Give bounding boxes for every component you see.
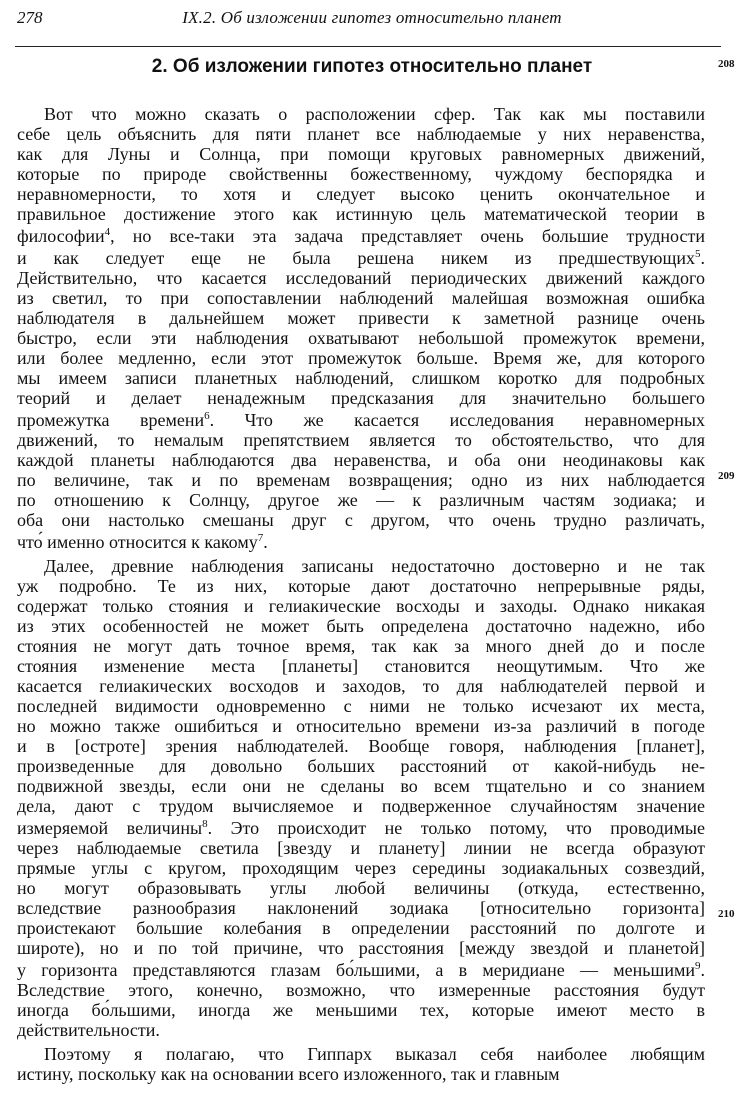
text-line (17, 104, 705, 124)
line-text: произведенные для довольно больших расстояний от какой-нибудь не- (17, 756, 705, 776)
line-text: уж подробно. Те из них, которые дают достаточно непрерывные ряды, (17, 576, 705, 596)
text-line (17, 288, 705, 308)
text-line (17, 858, 705, 878)
line-text: последней видимости одновременно с ними не только исчезают их места, (17, 696, 705, 716)
line-text: Действительно, что касается исследований периодических движений каждого (17, 268, 705, 288)
text-line (17, 164, 705, 184)
text-line (17, 144, 705, 164)
paragraph (17, 104, 705, 552)
line-text: правильное достижение этого как истинную цель математической теории в (17, 204, 705, 224)
text-line (17, 184, 705, 204)
running-head: IX.2. Об изложении гипотез относительно планет (182, 8, 562, 27)
text-line (17, 510, 705, 530)
text-line (17, 470, 705, 490)
line-text: мы имеем записи планетных наблюдений, слишком коротко для подробных (17, 368, 705, 388)
margin-number: 209 (718, 470, 735, 482)
line-text: наблюдателя в дальнейшем может привести к заметной разнице очень (17, 308, 705, 328)
line-text: которые по природе свойственны божественному, чуждому беспорядка и (17, 164, 705, 184)
text-line (17, 388, 705, 408)
line-text: из светил, то при сопоставлении наблюдений малейшая возможная ошибка (17, 288, 705, 308)
page-number: 278 (17, 8, 43, 27)
text-line (17, 308, 705, 328)
text-line (17, 756, 705, 776)
line-text: через наблюдаемые светила [звезду и планету] линии не всегда образуют (17, 838, 705, 858)
section-title: 2. Об изложении гипотез относительно планет (151, 56, 593, 77)
text-line (17, 796, 705, 816)
body-text (17, 104, 705, 1088)
line-text: . (263, 532, 268, 552)
margin-number: 210 (718, 908, 735, 920)
text-line (17, 616, 705, 636)
line-text: каждой планеты наблюдаются два неравенства, и оба они неодинаковы как (17, 450, 705, 470)
line-text: проистекают большие колебания в определении расстояний по долготе и (17, 918, 705, 938)
paragraph (17, 556, 705, 1040)
line-text: теорий и делает ненадежным предсказания для значительно большего (17, 388, 705, 408)
footnote-ref[interactable]: 8 (202, 818, 208, 830)
text-line (17, 226, 705, 246)
text-line (17, 348, 705, 368)
line-text: подвижной звезды, если они не сделаны во всем тщательно и со знанием (17, 776, 705, 796)
header-rule (15, 46, 721, 47)
line-text: но можно также ошибиться и относительно времени из-за различий в погоде (17, 716, 705, 736)
line-text: себе цель объяснить для пяти планет все наблюдаемые у них неравенства, (17, 124, 705, 144)
text-line (17, 776, 705, 796)
line-text: по отношению к Солнцу, другое же — к различным частям зодиака; и (17, 490, 705, 510)
margin-number: 208 (718, 58, 735, 70)
text-line (17, 430, 705, 450)
line-text: как для Луны и Солнца, при помощи круговых равномерных движений, (17, 144, 705, 164)
text-line (17, 878, 705, 898)
text-line (17, 676, 705, 696)
footnote-ref[interactable]: 4 (104, 226, 111, 238)
text-line (17, 204, 705, 224)
line-text: по величине, так и по временам возвращения; одно из них наблюдается (17, 470, 705, 490)
line-text: стояния изменение места [планеты] становится неощутимым. Что же (17, 656, 705, 676)
line-text: действительности. (17, 1020, 160, 1040)
line-text: что́ именно относится к какому (17, 532, 258, 552)
line-text: иногда бо́льшими, иногда же меньшими тех, которые имеют место в (17, 1000, 705, 1020)
footnote-ref[interactable]: 6 (204, 410, 210, 422)
line-text: прямые углы с кругом, проходящим через середины зодиакальных созвездий, (17, 858, 705, 878)
text-line (17, 490, 705, 510)
line-text: измеряемой величины (17, 818, 203, 838)
footnote-ref[interactable]: 5 (695, 248, 701, 260)
text-line (17, 656, 705, 676)
text-line (17, 410, 705, 430)
text-line (17, 1020, 705, 1040)
line-text: или более медленно, если этот промежуток больше. Время же, для которого (17, 348, 705, 368)
text-line (17, 818, 705, 838)
paragraph (17, 1044, 705, 1084)
text-line (17, 124, 705, 144)
text-line (17, 1044, 705, 1064)
text-line (17, 918, 705, 938)
line-text: касается гелиакических восходов и заходов, то для наблюдателей первой и (17, 676, 705, 696)
text-line (17, 576, 705, 596)
text-line (17, 248, 705, 268)
text-line (17, 328, 705, 348)
line-text: содержат только стояния и гелиакические восходы и заходы. Однако никакая (17, 596, 705, 616)
text-line (17, 980, 705, 1000)
line-text: . (700, 960, 705, 980)
text-line (17, 556, 705, 576)
text-line (17, 716, 705, 736)
line-text: Вследствие этого, конечно, возможно, что измеренные расстояния будут (17, 980, 705, 1000)
text-line (17, 736, 705, 756)
line-text: Поэтому я полагаю, что Гиппарх выказал себя наиболее любящим (44, 1044, 705, 1064)
line-text: , но все-таки эта задача представляет очень большие трудности (110, 226, 705, 246)
text-line (17, 938, 705, 958)
line-text: . Что же касается исследования неравномерных (209, 410, 705, 430)
line-text: оба они настолько смешаны друг с другом, что очень трудно различать, (17, 510, 705, 530)
line-text: Вот что можно сказать о расположении сфер. Так как мы поставили (44, 104, 705, 124)
text-line (17, 596, 705, 616)
line-text: и в [остроте] зрения наблюдателей. Вообще говоря, наблюдения [планет], (17, 736, 705, 756)
line-text: быстро, если эти наблюдения охватывают небольшой промежуток времени, (17, 328, 705, 348)
text-line (17, 368, 705, 388)
line-text: дела, дают с трудом вычисляемое и подверженное случайностям значение (17, 796, 705, 816)
text-line (17, 450, 705, 470)
line-text: и как следует еще не была решена никем из предшествующих (17, 248, 695, 268)
line-text: движений, то немалым препятствием является то обстоятельство, что для (17, 430, 705, 450)
line-text: широте), но и по той причине, что расстояния [между звездой и планетой] (17, 938, 705, 958)
text-line (17, 960, 705, 980)
footnote-ref[interactable]: 7 (257, 532, 264, 544)
line-text: промежутка времени (17, 410, 205, 430)
line-text: стояния не могут дать точное время, так как за много дней до и после (17, 636, 705, 656)
text-line (17, 636, 705, 656)
text-line (17, 532, 705, 552)
line-text: . Это происходит не только потому, что проводимые (207, 818, 705, 838)
footnote-ref[interactable]: 9 (695, 960, 701, 972)
text-line (17, 1064, 705, 1084)
line-text: вследствие разнообразия наклонений зодиака [относительно горизонта] (17, 898, 705, 918)
line-text: философии (17, 226, 105, 246)
line-text: из этих особенностей не может быть определена достаточно надежно, ибо (17, 616, 705, 636)
text-line (17, 696, 705, 716)
text-line (17, 268, 705, 288)
line-text: . (700, 248, 705, 268)
line-text: неравномерности, то хотя и следует высоко ценить окончательное и (17, 184, 705, 204)
line-text: Далее, древние наблюдения записаны недостаточно достоверно и не так (44, 556, 705, 576)
line-text: истину, поскольку как на основании всего изложенного, так и главным (17, 1064, 560, 1084)
text-line (17, 838, 705, 858)
text-line (17, 898, 705, 918)
line-text: у горизонта представляются глазам бо́льшими, а в меридиане — меньшими (17, 960, 695, 980)
text-line (17, 1000, 705, 1020)
line-text: но могут образовывать углы любой величины (откуда, естественно, (17, 878, 705, 898)
